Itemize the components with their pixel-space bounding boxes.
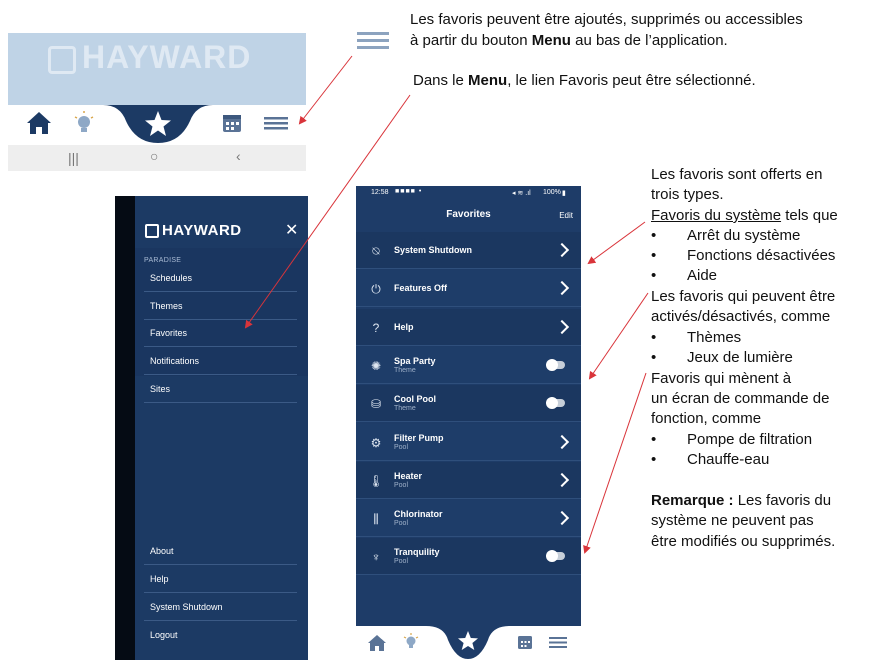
favorite-subtitle: Pool — [394, 520, 409, 528]
favorite-name: Cool Pool — [394, 394, 436, 405]
top-callout-line1: Les favoris peuvent être ajoutés, supprimés ou accessibles — [410, 11, 803, 28]
bullet: • — [651, 451, 657, 468]
bullet: • — [651, 267, 657, 284]
type3-item: Chauffe-eau — [687, 451, 770, 468]
favorite-subtitle: Theme — [394, 405, 416, 413]
question-icon: ? — [372, 320, 380, 335]
bullet: • — [651, 431, 657, 448]
type2-line2: activés/désactivés, comme — [651, 308, 831, 325]
thermometer-icon: 🌡 — [368, 473, 384, 488]
chlorinator-icon: ⫼ — [373, 512, 379, 527]
type1-item: Arrêt du système — [687, 227, 801, 244]
arrow-to-menu-button — [300, 56, 352, 123]
favorite-subtitle: Theme — [394, 366, 416, 374]
arrow-to-function-favorites — [585, 373, 646, 552]
back-key[interactable]: ‹ — [236, 148, 241, 164]
intro-line1: Les favoris sont offerts en — [651, 166, 823, 183]
intro-line2: trois types. — [651, 186, 724, 203]
type1-item: Aide — [687, 267, 718, 284]
notification-icons: ■■■■ • — [395, 188, 423, 195]
type3-item: Pompe de filtration — [687, 431, 813, 448]
menu-item-schedules[interactable]: Schedules — [144, 265, 297, 292]
favorite-name: Filter Pump — [394, 432, 444, 443]
menu-item-logout[interactable]: Logout — [150, 630, 178, 640]
meditation-icon: ♆ — [371, 550, 381, 565]
edit-button[interactable]: Edit — [559, 211, 573, 220]
menu-item-themes[interactable]: Themes — [144, 293, 297, 320]
favorite-subtitle: Pool — [394, 481, 409, 489]
menu-item-about[interactable]: About — [144, 538, 297, 565]
type2-item: Thèmes — [687, 329, 742, 346]
page-title: Favorites — [446, 209, 491, 220]
favorite-subtitle: Pool — [394, 558, 409, 566]
type3-line2: un écran de commande de — [651, 390, 830, 407]
favorite-name: Tranquility — [394, 547, 440, 558]
favorite-name: Spa Party — [394, 355, 436, 366]
arrow-to-system-favorites — [589, 222, 645, 263]
party-icon: ✺ — [370, 358, 382, 373]
signal-icons: ◂ ≋ .ıl — [512, 190, 531, 197]
hayward-logo: HAYWARD — [48, 39, 251, 76]
bullet: • — [651, 227, 657, 244]
power-icon: ⏻ — [371, 282, 381, 297]
menu-hayward-logo: HAYWARD — [145, 222, 242, 239]
menu-callout: Dans le Menu, le lien Favoris peut être sélectionné. — [413, 72, 756, 89]
menu-item-help[interactable]: Help — [144, 566, 297, 593]
note-line2: système ne peuvent pas — [651, 512, 814, 529]
favorite-name: Help — [394, 321, 414, 332]
menu-item-notifications[interactable]: Notifications — [144, 348, 297, 375]
status-battery: 100% — [543, 189, 561, 196]
type1-item: Fonctions désactivées — [687, 247, 836, 264]
pump-icon: ⚙ — [370, 435, 382, 450]
type2-line1: Les favoris qui peuvent être — [651, 288, 836, 305]
pool-icon: ⛁ — [370, 397, 382, 412]
favorite-subtitle: Pool — [394, 443, 409, 451]
menu-section-label: PARADISE — [144, 257, 182, 264]
home-key[interactable]: ○ — [150, 148, 159, 164]
power-off-icon: ⍉ — [372, 244, 380, 258]
favorite-name: Features Off — [394, 283, 448, 294]
battery-icon: ▮ — [562, 190, 566, 197]
favorite-name: Chlorinator — [394, 509, 443, 520]
note-line3: être modifiés ou supprimés. — [651, 533, 836, 550]
arrow-to-toggle-favorites — [590, 293, 648, 378]
recent-apps-key[interactable]: ||| — [68, 150, 79, 166]
type3-line3: fonction, comme — [651, 410, 762, 427]
close-icon[interactable]: ✕ — [285, 222, 299, 239]
status-time: 12:58 — [371, 189, 389, 196]
type3-line1: Favoris qui mènent à — [651, 370, 792, 387]
menu-item-system-shutdown[interactable]: System Shutdown — [144, 594, 297, 621]
bullet: • — [651, 247, 657, 264]
arrow-to-favorites-item — [246, 95, 410, 327]
note-line1: Remarque : Les favoris du — [651, 492, 832, 509]
menu-item-sites[interactable]: Sites — [144, 376, 297, 403]
type2-item: Jeux de lumière — [687, 349, 793, 366]
bullet: • — [651, 329, 657, 346]
favorite-name: System Shutdown — [394, 245, 473, 255]
type1-heading: Favoris du système tels que — [651, 207, 838, 224]
favorite-name: Heater — [394, 470, 423, 481]
bullet: • — [651, 349, 657, 366]
top-callout-line2: à partir du bouton Menu au bas de l’application. — [410, 31, 728, 49]
menu-item-favorites[interactable]: Favorites — [144, 320, 297, 347]
